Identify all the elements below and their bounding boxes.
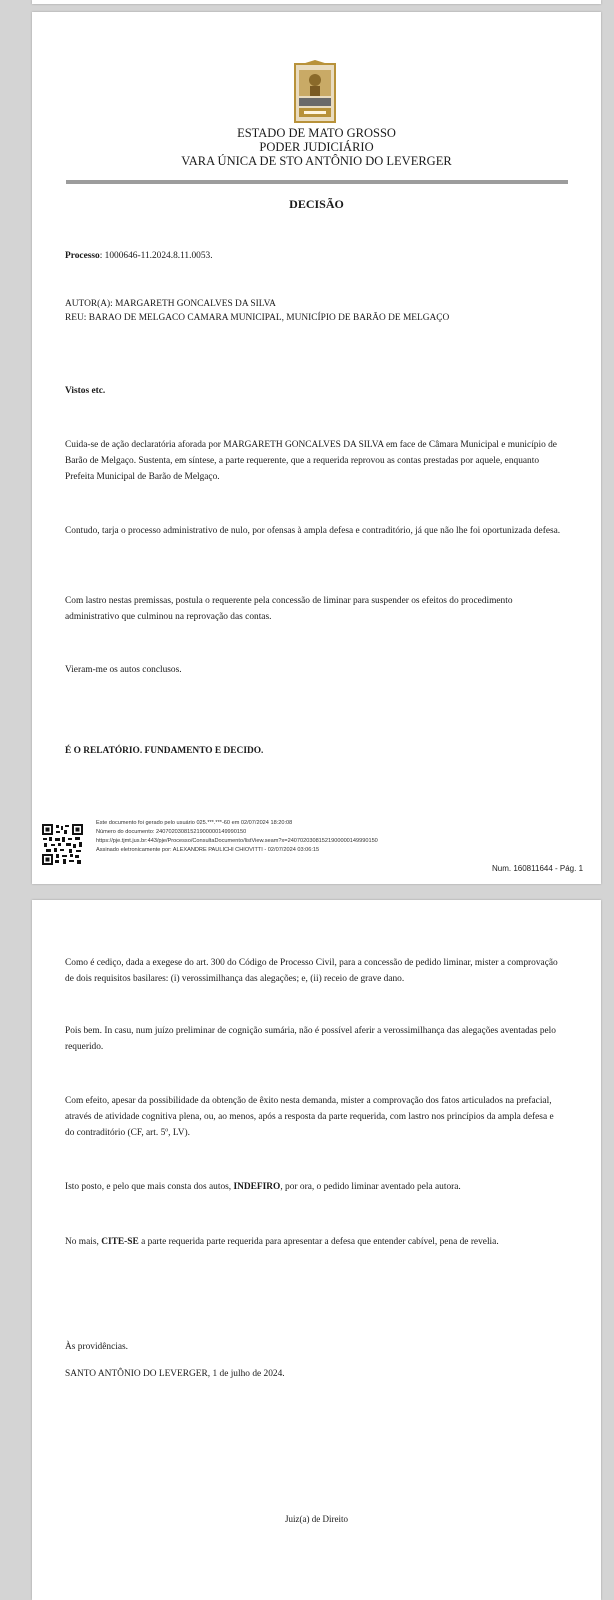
indefiro-text: INDEFIRO	[233, 1182, 281, 1192]
relatorio-heading: É O RELATÓRIO. FUNDAMENTO E DECIDO.	[65, 746, 264, 756]
place-date: SANTO ANTÔNIO DO LEVERGER, 1 de julho de 2024.	[65, 1369, 285, 1379]
process-value: : 1000646-11.2024.8.11.0053.	[99, 251, 213, 261]
paragraph-8-start: Isto posto, e pelo que mais consta dos autos,	[65, 1182, 234, 1192]
court-crest-icon	[290, 60, 340, 126]
vistos-text: Vistos etc.	[65, 386, 106, 396]
header-state: ESTADO DE MATO GROSSO	[237, 126, 396, 140]
header-power: PODER JUDICIÁRIO	[259, 140, 374, 154]
page-number: Num. 160811644 - Pág. 1	[492, 864, 584, 873]
paragraph-2: Contudo, tarja o processo administrativo de nulo, por ofensas à ampla defesa e contraditório, já que não lhe foi oportunizada defesa.	[65, 526, 561, 536]
paragraph-1: Cuida-se de ação declaratória aforada por MARGARETH GONCALVES DA SILVA em face de Câmara Municipal e município de Barão de Melgaço. Sustenta, em síntese, a parte requerente, que a requerida reprovou as contas prestadas por aquele, enquanto Prefeita Municipal de Barão de Melgaço.	[65, 440, 557, 482]
header-divider	[66, 180, 568, 184]
paragraph-9-start: No mais,	[65, 1237, 102, 1247]
document-page-1	[32, 12, 601, 884]
paragraph-3: Com lastro nestas premissas, postula o requerente pela concessão de liminar para suspender os efeitos do procedimento administrativo que culminou na reprovação das contas.	[65, 596, 513, 622]
header-court: VARA ÚNICA DE STO ANTÔNIO DO LEVERGER	[181, 154, 452, 168]
footer-url[interactable]: https://pje.tjmt.jus.br:443/pje/Processo/ConsultaDocumento/listView.seam?x=24070203081521900000149990150	[96, 838, 378, 844]
paragraph-8-end: , por ora, o pedido liminar aventado pela autora.	[280, 1182, 461, 1192]
paragraph-9	[65, 1234, 565, 1250]
previous-page-edge	[32, 0, 601, 4]
footer-signed: Assinado eletronicamente por: ALEXANDRE PAULICHI CHIOVITTI - 02/07/2024 03:06:15	[96, 847, 320, 853]
providencias-text: Às providências.	[65, 1342, 129, 1352]
paragraph-4: Vieram-me os autos conclusos.	[65, 665, 182, 675]
footer-doc-number: Número do documento: 24070203081521900000149990150	[96, 829, 247, 835]
document-page-2	[32, 900, 601, 1600]
document-title: DECISÃO	[289, 197, 344, 211]
paragraph-8	[65, 1179, 565, 1195]
footer-generated: Este documento foi gerado pelo usuário 025.***.***-60 em 02/07/2024 18:20:08	[96, 820, 293, 826]
cite-se-text: CITE-SE	[101, 1237, 139, 1247]
process-number	[65, 248, 565, 264]
judge-signature-label: Juiz(a) de Direito	[285, 1514, 348, 1524]
paragraph-7: Com efeito, apesar da possibilidade da obtenção de êxito nesta demanda, mister a comprovação dos fatos articulados na prefacial, através de atividade cognitiva plena, ou, ao menos, após a resposta da parte requerida, com lastro nos princípios da ampla defesa e do contraditório (CF, art. 5º, LV).	[65, 1096, 554, 1138]
party-author: AUTOR(A): MARGARETH GONCALVES DA SILVA	[65, 299, 276, 309]
qr-code-icon	[42, 824, 83, 865]
paragraph-5: Como é cediço, dada a exegese do art. 300 do Código de Processo Civil, para a concessão de pedido liminar, mister a comprovação de dois requisitos basilares: (i) verossimilhança das alegações; e, (ii) receio de grave dano.	[65, 958, 558, 984]
party-defendant: REU: BARAO DE MELGACO CAMARA MUNICIPAL, MUNICÍPIO DE BARÃO DE MELGAÇO	[65, 313, 450, 323]
paragraph-6: Pois bem. In casu, num juízo preliminar de cognição sumária, não é possível aferir a verossimilhança das alegações aventadas pelo requerido.	[65, 1026, 556, 1052]
process-label: Processo	[65, 251, 100, 261]
paragraph-9-end: a parte requerida parte requerida para apresentar a defesa que entender cabível, pena de revelia.	[138, 1237, 499, 1247]
